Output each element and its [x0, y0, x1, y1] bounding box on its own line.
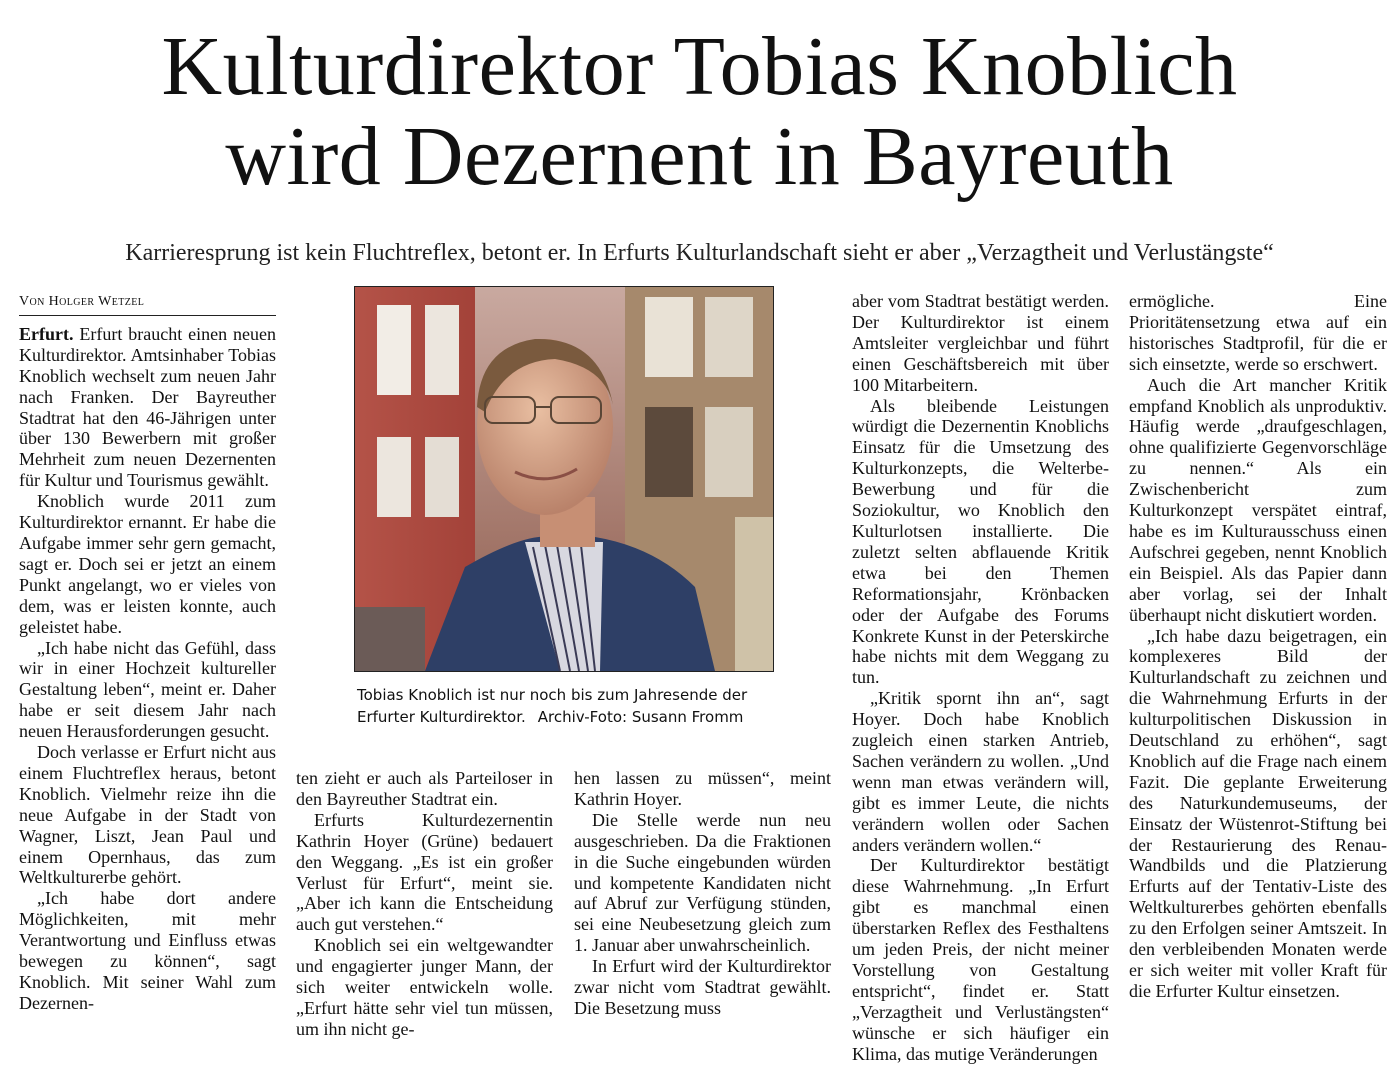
- paragraph: Knoblich wurde 2011 zum Kulturdirektor ernannt. Er habe die Aufgabe immer sehr gern gemacht, sagt er. Doch sei er jetzt an einem Punkt angelangt, wo er vieles von dem, was er leisten konnte, auch geleistet habe.: [19, 491, 276, 637]
- paragraph: Der Kulturdirektor bestätigt diese Wahrnehmung. „In Erfurt gibt es manchmal einen überstarken Reflex des Festhaltens um jeden Preis, der nicht meiner Vorstellung von Gestaltung entspricht“, findet er. Statt „Verzagtheit und Verlustängsten“ wünsche er sich häufiger ein Klima, das mutige Veränderungen: [852, 855, 1109, 1064]
- paragraph: Erfurt. Erfurt braucht einen neuen Kulturdirektor. Amtsinhaber Tobias Knoblich wechselt zum neuen Jahr nach Franken. Der Bayreuther Stadtrat hat den 46-Jährigen unter über 130 Bewerbern mit großer Mehrheit zum neuen Dezernenten für Kultur und Tourismus gewählt.: [19, 323, 276, 491]
- paragraph: „Kritik spornt ihn an“, sagt Hoyer. Doch habe Knoblich zugleich einen starken Antrieb, Sachen verändern zu wollen. „Und wenn man etwas verändern will, gibt es immer Leute, die nichts verändern wollen oder Sachen anders verändern wollen.“: [852, 688, 1109, 855]
- paragraph: Auch die Art mancher Kritik empfand Knoblich als unproduktiv. Häufig werde „draufgeschlagen, ohne qualifizierte Gegenvorschläge zu nennen.“ Als ein Zwischenbericht zum Kulturkonzept verspätet eintraf, habe es im Kulturausschuss einen Aufschrei gegeben, nennt Knoblich ein Beispiel. Als das Papier dann aber vorlag, sei der Inhalt überhaupt nicht diskutiert worden.: [1129, 374, 1387, 625]
- photo-caption: [357, 684, 777, 728]
- article-photo: [354, 286, 774, 672]
- paragraph: hen lassen zu müssen“, meint Kathrin Hoyer.: [574, 768, 831, 809]
- headline-line-2: wird Dezernent in Bayreuth: [225, 110, 1174, 203]
- article-column-4: [852, 291, 1109, 1065]
- paragraph: Als bleibende Leistungen würdigt die Dezernentin Knoblichs Einsatz für die Umsetzung des Kulturkonzepts, die Welterbe-Bewerbung und für die Soziokultur, wo Knoblich den Kulturlotsen installierte. Die zuletzt selten abflauende Kritik etwa bei den Themen Reformationsjahr, Krönbacken oder der Aufgabe des Forums Konkrete Kunst in der Peterskirche habe nichts mit dem Weggang zu tun.: [852, 395, 1109, 688]
- caption-text: Tobias Knoblich ist nur noch bis zum Jahresende der Erfurter Kulturdirektor.: [357, 686, 748, 726]
- article-column-5: [1129, 291, 1387, 1002]
- portrait-image: [355, 287, 773, 671]
- subtitle: Karrieresprung ist kein Fluchtreflex, betont er. In Erfurts Kulturlandschaft sieht er aber „Verzagtheit und Verlustängste“: [125, 240, 1274, 266]
- dateline: Erfurt.: [19, 323, 74, 344]
- byline: Von Holger Wetzel: [19, 292, 276, 316]
- article-column-2: [296, 768, 553, 1040]
- paragraph: „Ich habe nicht das Gefühl, dass wir in einer Hochzeit kultureller Gestaltung leben“, meint er. Daher habe er seit diesem Jahr nach neuen Herausforderungen gesucht.: [19, 637, 276, 742]
- paragraph: Doch verlasse er Erfurt nicht aus einem Fluchtreflex heraus, betont Knoblich. Vielmehr reize ihn die neue Aufgabe in der Stadt von Wagner, Liszt, Jean Paul und einem Opernhaus, das zum Weltkulturerbe gehört.: [19, 742, 276, 888]
- paragraph: In Erfurt wird der Kulturdirektor zwar nicht vom Stadtrat gewählt. Die Besetzung muss: [574, 956, 831, 1018]
- paragraph: Erfurts Kulturdezernentin Kathrin Hoyer (Grüne) bedauert den Weggang. „Es ist ein großer Verlust für Erfurt“, meint sie. „Aber ich kann die Entscheidung auch gut verstehen.“: [296, 809, 553, 935]
- paragraph: Knoblich sei ein weltgewandter und engagierter junger Mann, der sich weiter entwickeln wolle. „Erfurt hätte sehr viel tun müssen, um ihn nicht ge-: [296, 935, 553, 1039]
- paragraph: „Ich habe dort andere Möglichkeiten, mit mehr Verantwortung und Einfluss etwas bewegen zu können“, sagt Knoblich. Mit seiner Wahl zum Dezernen-: [19, 888, 276, 1013]
- paragraph: ermögliche. Eine Prioritätensetzung etwa auf ein historisches Stadtprofil, für die er sich einsetzte, werde so erschwert.: [1129, 291, 1387, 374]
- paragraph: Die Stelle werde nun neu ausgeschrieben. Da die Fraktionen in die Suche eingebunden würden und kompetente Kandidaten nicht auf Abruf zur Verfügung stünden, sei eine Neubesetzung gleich zum 1. Januar aber unwahrscheinlich.: [574, 809, 831, 956]
- article-column-1: [19, 292, 276, 1014]
- paragraph: aber vom Stadtrat bestätigt werden. Der Kulturdirektor ist einem Amtsleiter vergleichbar und führt einen Geschäftsbereich mit über 100 Mitarbeitern.: [852, 291, 1109, 395]
- paragraph: „Ich habe dazu beigetragen, ein komplexeres Bild der Kulturlandschaft zu zeichnen und die Wahrnehmung Erfurts in der kulturpolitischen Diskussion in Deutschland zu erhöhen“, sagt Knoblich auf die Frage nach einem Fazit. Die geplante Erweiterung des Naturkundemuseums, der Einsatz der Wüstenrot-Stiftung bei der Restaurierung des Renau-Wandbilds und die Platzierung Erfurts auf der Tentativ-Liste des Weltkulturerbes gehörten ebenfalls zu den Erfolgen seiner Amtszeit. In den verbleibenden Monaten werde er sich weiter mit voller Kraft für die Erfurter Kultur einsetzen.: [1129, 625, 1387, 1001]
- photo-credit: Archiv-Foto: Susann Fromm: [537, 708, 744, 726]
- headline-line-1: Kulturdirektor Tobias Knoblich: [161, 20, 1238, 113]
- headline: [0, 22, 1399, 202]
- paragraph: ten zieht er auch als Parteiloser in den Bayreuther Stadtrat ein.: [296, 768, 553, 809]
- article-column-3: [574, 768, 831, 1019]
